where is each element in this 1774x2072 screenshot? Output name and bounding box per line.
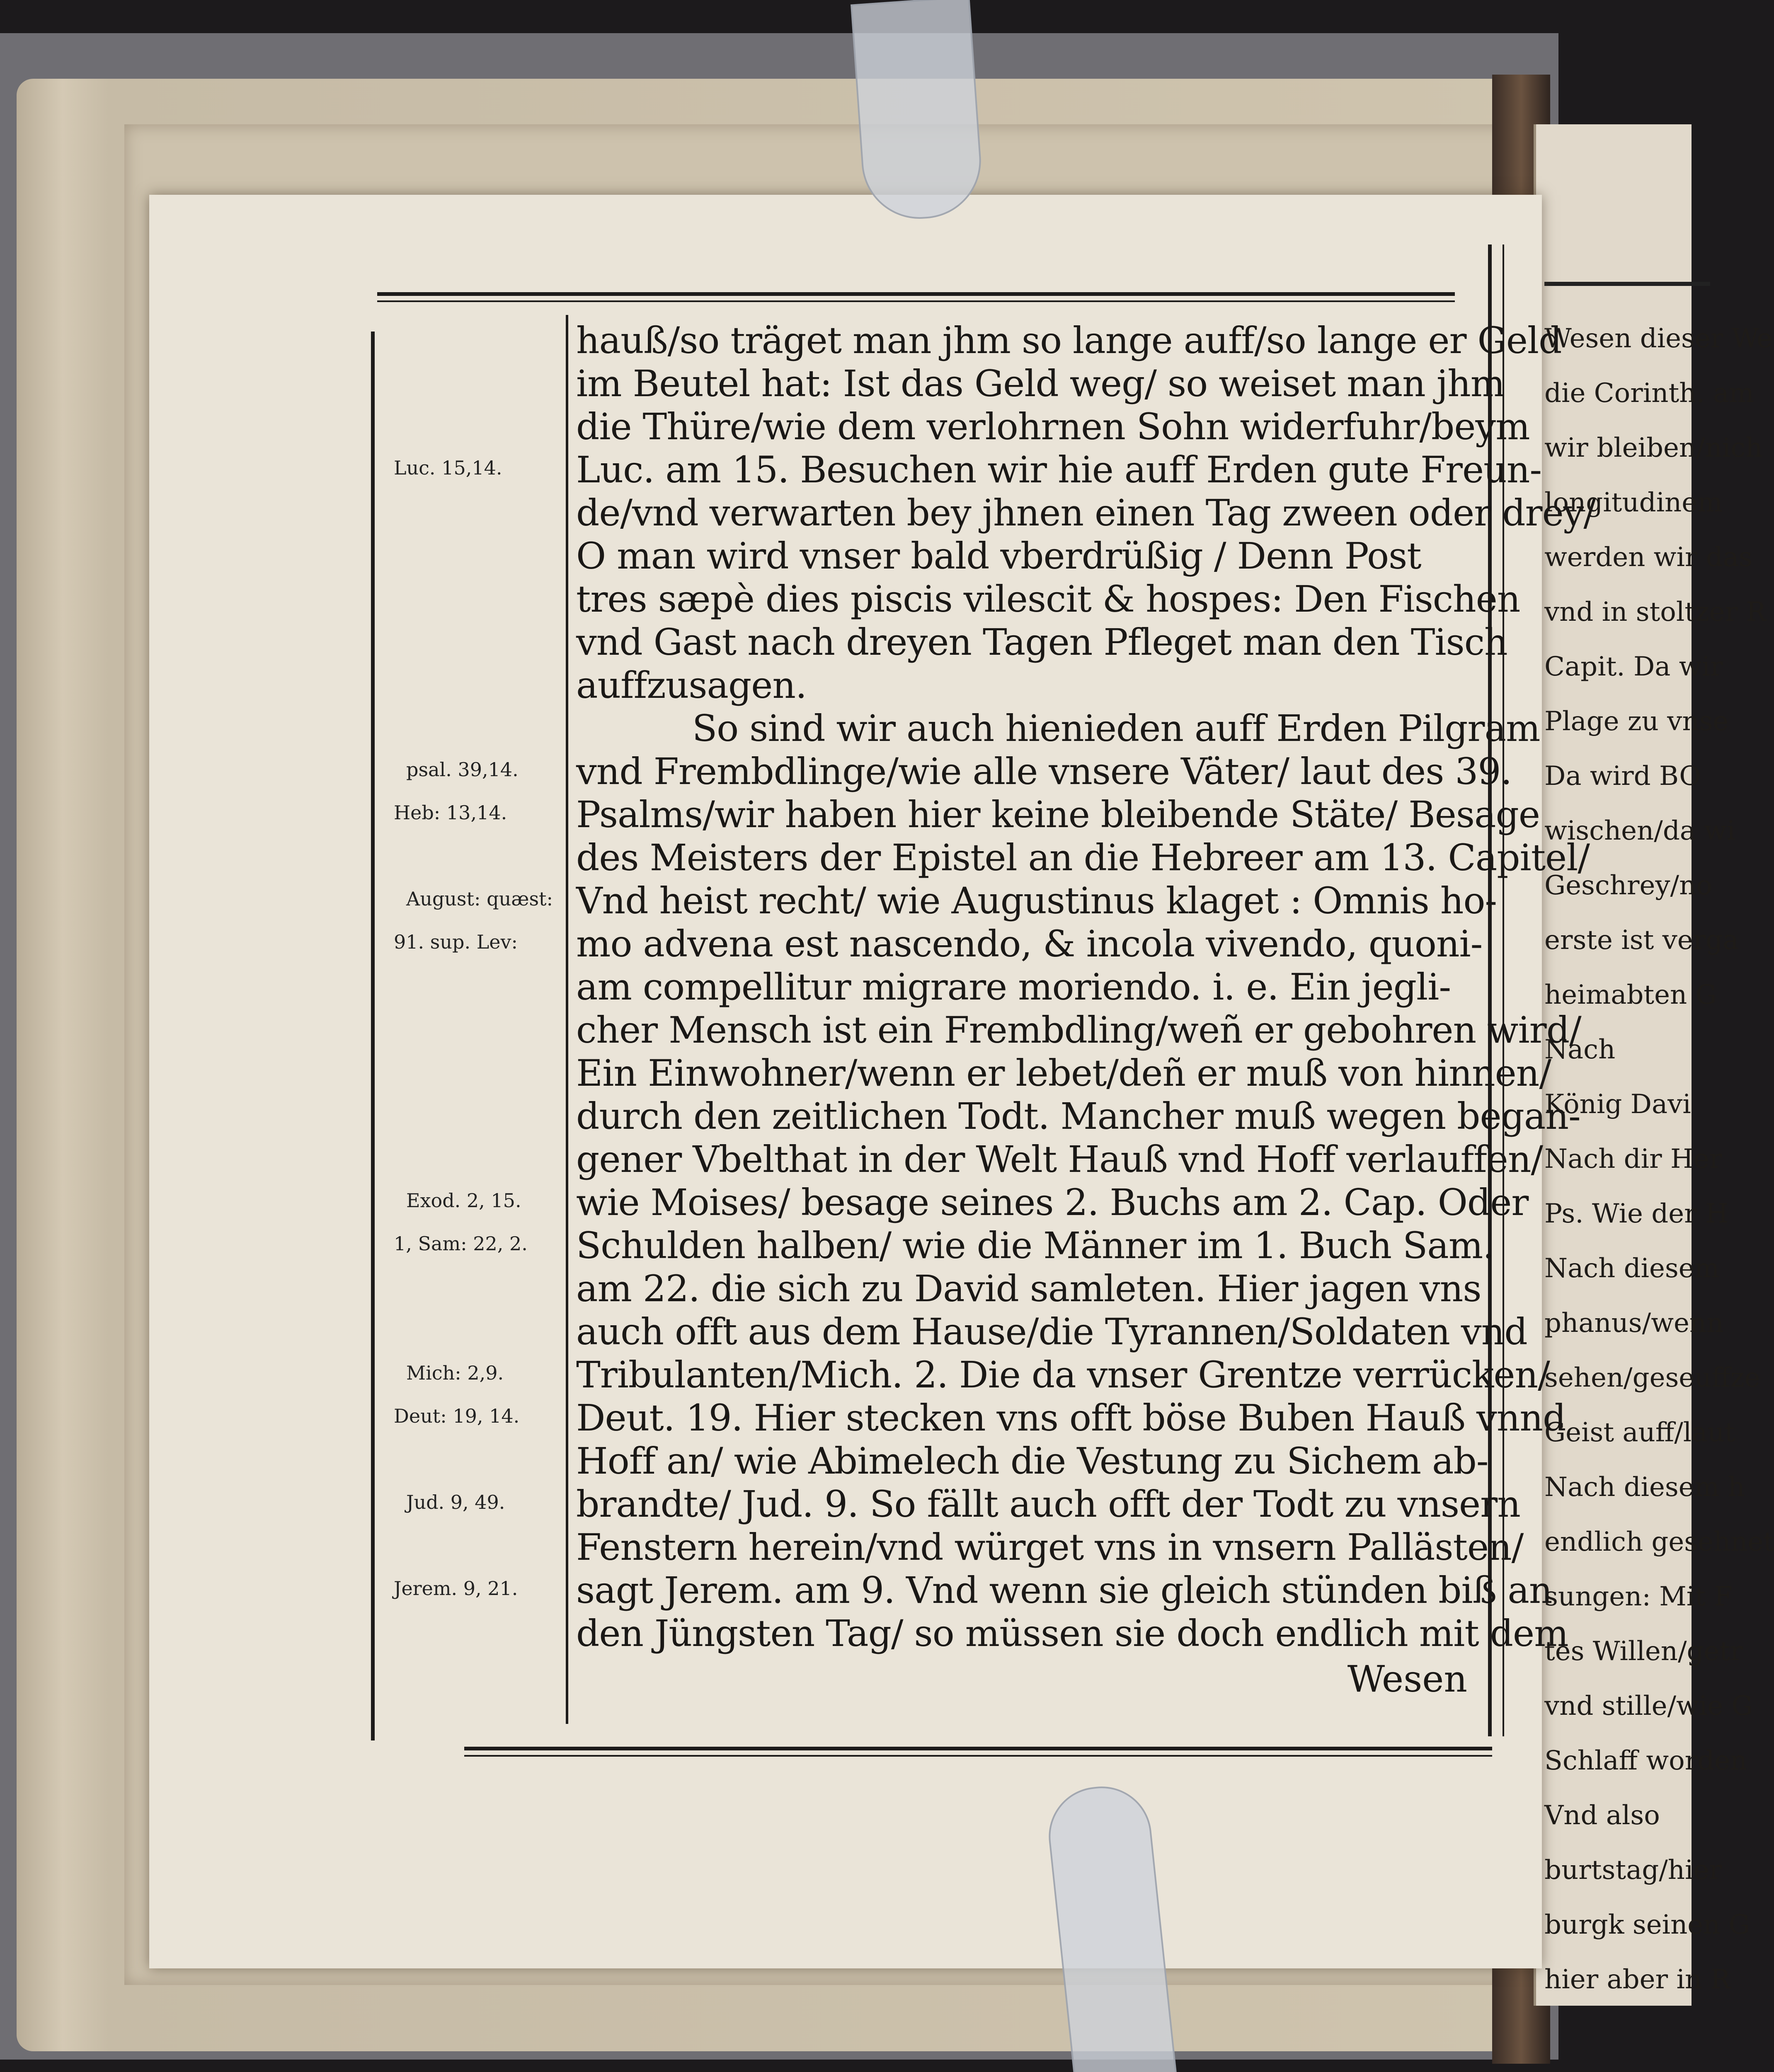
margin-note: psal. 39,14. bbox=[406, 758, 519, 781]
margin-note: Heb: 13,14. bbox=[394, 801, 507, 824]
text-line: Fenstern herein/vnd würget vns in vnsern Pallästen/ bbox=[576, 1526, 1524, 1569]
text-line: cher Mensch ist ein Frembdling/weñ er gebohren wird/ bbox=[576, 1009, 1581, 1051]
text-line: Ein Einwohner/wenn er lebet/deñ er muß von hinnen/ bbox=[576, 1052, 1551, 1094]
facing-page-line: wischen/da wi bbox=[1544, 816, 1735, 846]
facing-page-line: Plage zu vnse bbox=[1544, 706, 1729, 737]
text-line: O man wird vnser bald vberdrüßig / Denn Post bbox=[576, 535, 1421, 577]
facing-page-line: longitudinem bbox=[1544, 487, 1723, 518]
facing-page-line: Schlaff worden bbox=[1544, 1745, 1747, 1776]
text-line: de/vnd verwarten bey jhnen einen Tag zween oder drey/ bbox=[576, 491, 1596, 534]
bottom-rule-thin bbox=[464, 1755, 1492, 1757]
facing-page-line: Wesen dieser We bbox=[1544, 323, 1773, 354]
facing-page-line: burgk seinen G bbox=[1544, 1910, 1750, 1940]
text-line: den Jüngsten Tag/ so müssen sie doch endlich mit dem bbox=[576, 1612, 1568, 1655]
facing-page-line: sehen/geseuffze bbox=[1544, 1363, 1760, 1393]
text-line: sagt Jerem. am 9. Vnd wenn sie gleich stünden biß an bbox=[576, 1569, 1552, 1612]
text-line: auffzusagen. bbox=[576, 664, 807, 707]
facing-page-line: die Corinth. am bbox=[1544, 378, 1754, 409]
facing-page-line: Geschrey/no bbox=[1544, 870, 1712, 901]
text-line: Schulden halben/ wie die Männer im 1. Buch Sam. bbox=[576, 1224, 1494, 1267]
facing-page-line: Vnd also bbox=[1544, 1800, 1660, 1831]
facing-page-line: wir bleiben/nich bbox=[1544, 433, 1763, 463]
page-holder-clip-top bbox=[851, 0, 985, 223]
facing-page-line: endlich gesehnet bbox=[1544, 1527, 1774, 1557]
margin-note: Jud. 9, 49. bbox=[406, 1491, 505, 1513]
facing-page-line: König Davi bbox=[1544, 1089, 1691, 1120]
top-rule bbox=[377, 292, 1455, 296]
facing-page-line: Geist auff/laut bbox=[1544, 1417, 1735, 1448]
text-line: vnd Frembdlinge/wie alle vnsere Väter/ laut des 39. bbox=[576, 750, 1512, 793]
text-line: tres sæpè dies piscis vilescit & hospes: Den Fischen bbox=[576, 578, 1520, 620]
facing-page-line: vnd stille/wie G bbox=[1544, 1691, 1753, 1721]
top-rule-thin bbox=[377, 300, 1455, 302]
facing-page-line: Ps. Wie der H bbox=[1544, 1198, 1728, 1229]
bottom-rule bbox=[464, 1747, 1492, 1750]
text-line: Psalms/wir haben hier keine bleibende Stäte/ Besage bbox=[576, 793, 1540, 836]
facing-page bbox=[1534, 124, 1774, 2006]
facing-page-line: Nach diesem bbox=[1544, 1253, 1720, 1284]
text-line: durch den zeitlichen Todt. Mancher muß wegen began- bbox=[576, 1095, 1580, 1138]
text-line: des Meisters der Epistel an die Hebreer am 13. Capitel/ bbox=[576, 836, 1590, 879]
margin-note: Deut: 19, 14. bbox=[394, 1405, 520, 1427]
text-line: brandte/ Jud. 9. So fällt auch offt der Todt zu vnsern bbox=[576, 1483, 1520, 1525]
catchword: Wesen bbox=[1347, 1658, 1467, 1700]
facing-page-line: tes Willen/getr bbox=[1544, 1636, 1743, 1667]
text-line: Vnd heist recht/ wie Augustinus klaget : Omnis ho- bbox=[576, 879, 1497, 922]
text-line: wie Moises/ besage seines 2. Buchs am 2. Cap. Oder bbox=[576, 1181, 1529, 1224]
margin-note: Mich: 2,9. bbox=[406, 1362, 504, 1384]
text-line: vnd Gast nach dreyen Tagen Pfleget man den Tisch bbox=[576, 621, 1507, 663]
facing-page-line: Da wird BO bbox=[1544, 761, 1701, 792]
facing-page-line: werden wir das bbox=[1544, 542, 1752, 573]
facing-page-rule bbox=[1544, 282, 1710, 286]
facing-page-line: Nach dir Her bbox=[1544, 1144, 1722, 1174]
text-line: am compellitur migrare moriendo. i. e. Ein jegli- bbox=[576, 966, 1451, 1008]
text-line: Hoff an/ wie Abimelech die Vestung zu Sichem ab- bbox=[576, 1440, 1488, 1482]
facing-page-line: heimabten G bbox=[1544, 980, 1717, 1010]
facing-page-line: phanus/wenn bbox=[1544, 1308, 1724, 1339]
text-line: mo advena est nascendo, & incola vivendo, quoni- bbox=[576, 922, 1483, 965]
text-line: am 22. die sich zu David samleten. Hier jagen vns bbox=[576, 1267, 1481, 1310]
facing-page-line: sungen: Mit F bbox=[1544, 1581, 1733, 1612]
facing-page-line: erste ist verga bbox=[1544, 925, 1739, 956]
text-line: Luc. am 15. Besuchen wir hie auff Erden gute Freun- bbox=[576, 448, 1542, 491]
text-line: im Beutel hat: Ist das Geld weg/ so weiset man jhm bbox=[576, 362, 1505, 405]
margin-divider-rule bbox=[566, 315, 568, 1724]
outer-left-rule bbox=[371, 332, 375, 1740]
facing-page-line: burtstag/hier bbox=[1544, 1855, 1722, 1886]
margin-note: 91. sup. Lev: bbox=[394, 931, 518, 953]
text-line: die Thüre/wie dem verlohrnen Sohn widerfuhr/beym bbox=[576, 405, 1530, 448]
facing-page-line: Capit. Da wir bbox=[1544, 651, 1723, 682]
text-line: hauß/so träget man jhm so lange auff/so lange er Geld bbox=[576, 319, 1562, 362]
facing-page-line: Nach bbox=[1544, 1034, 1616, 1065]
margin-note: August: quæst: bbox=[406, 888, 553, 910]
margin-note: Jerem. 9, 21. bbox=[394, 1577, 518, 1600]
margin-note: Luc. 15,14. bbox=[394, 457, 502, 479]
text-line: Deut. 19. Hier stecken vns offt böse Buben Hauß vnnd bbox=[576, 1397, 1566, 1439]
facing-page-line: hier aber in R bbox=[1544, 1964, 1730, 1995]
margin-note: 1, Sam: 22, 2. bbox=[394, 1232, 528, 1255]
text-line: auch offt aus dem Hause/die Tyrannen/Soldaten vnd bbox=[576, 1310, 1527, 1353]
text-line: Tribulanten/Mich. 2. Die da vnser Grentze verrücken/ bbox=[576, 1353, 1550, 1396]
text-line: gener Vbelthat in der Welt Hauß vnd Hoff verlauffen/ bbox=[576, 1138, 1543, 1181]
facing-page-line: Nach diesem h bbox=[1544, 1472, 1745, 1503]
facing-page-line: vnd in stoltzer R bbox=[1544, 597, 1766, 627]
text-line: So sind wir auch hienieden auff Erden Pilgram bbox=[692, 707, 1540, 750]
margin-note: Exod. 2, 15. bbox=[406, 1189, 521, 1212]
